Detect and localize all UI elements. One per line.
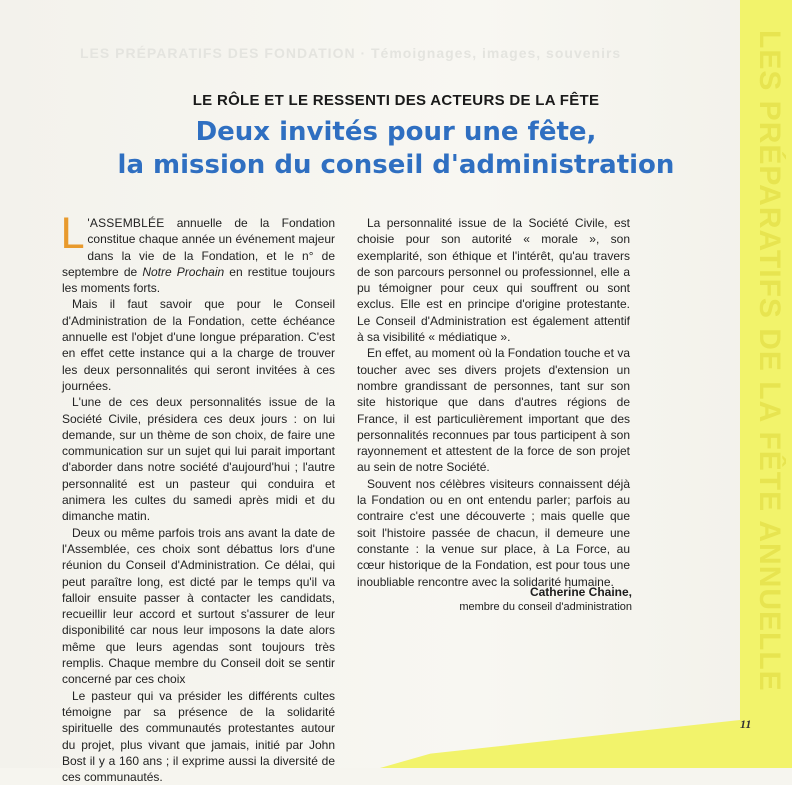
magazine-name: Notre Prochain xyxy=(142,264,225,279)
paragraph-6: La personnalité issue de la Société Civile, est choisie pour son autorité « morale », son exemplarité, son éthique et l'intérêt, qu'au travers de son parcours personnel ou professionnel, elle a pu témoigner pour ceux qui souffrent ou sont exclus. Elle est en principe d'origine protestante. Le Conseil d'Administration est également attentif à sa visibilité « médiatique ». xyxy=(357,216,630,345)
paragraph-4: Deux ou même parfois trois ans avant la date de l'Assemblée, ces choix sont débattus lors d'une réunion du Conseil d'Administration. Ce délai, qui peut paraître long, est dicté par le temps qu'il va falloir ensuite passer à contacter les candidats, recueillir leur accord et surtout s'assurer de leur disponibilité car nous leur imposons la date alors même que leurs agendas sont toujours très remplis. Chaque membre du Conseil doit se sentir concerné par ces choix xyxy=(62,525,335,687)
paragraph-2: Mais il faut savoir que pour le Conseil d'Administration de la Fondation, cette échéance annuelle est l'objet d'une longue préparation. C'est en effet cette instance qui a la charge de trouver les deux personnalités qui seront invitées à ces journées. xyxy=(62,297,335,393)
paragraph-8: Souvent nos célèbres visiteurs connaissent déjà la Fondation ou en ont entendu parler; parfois au contraire c'est une découverte ; mais quelle que soit l'histoire passée de chacun, il demeure une constante : la venue sur place, à La Force, au cœur historique de la Fondation, est pour tous une inoubliable rencontre avec la solidarité humaine. xyxy=(357,476,630,589)
paragraph-3: L'une de ces deux personnalités issue de la Société Civile, présidera ces deux jours : on lui demande, sur un thème de son choix, de faire une communication sur un sujet qui lui parait important d'aborder dans notre société d'aujourd'hui ; l'autre personnalité est un pasteur qui conduira et animera les cultes du samedi après midi et du dimanche matin. xyxy=(62,395,335,524)
drop-cap: L xyxy=(60,209,84,258)
title-line-2: la mission du conseil d'administration xyxy=(117,150,675,180)
signature-block xyxy=(357,585,632,613)
column-left xyxy=(60,209,335,785)
article-title xyxy=(0,116,792,182)
paragraph-1-end: en restitue toujours les moments forts. xyxy=(62,264,335,296)
show-through-text: LES PRÉPARATIFS DES FONDATION · Témoignages, images, souvenirs xyxy=(80,45,622,61)
paragraph-7: En effet, au moment où la Fondation touche et va toucher avec ses divers projets d'extension un nombre grandissant de personnes, tant sur son site historique que dans d'autres régions de France, il est particulièrement important que des personnalités reconnues par tous participent à son rayonnement et attestent de la force de son projet au sein de notre Société. xyxy=(357,346,630,475)
column-right xyxy=(357,215,630,590)
paragraph-1 xyxy=(60,209,335,296)
author-name: Catherine Chaine, xyxy=(529,585,632,599)
paragraph-5: Le pasteur qui va présider les différents cultes témoigne par sa présence de la solidarité spirituelle des communautés protestantes autour du projet, plus vivant que jamais, initié par John Bost il y a 160 ans ; il exprime aussi la diversité de ces communautés. xyxy=(62,688,335,785)
side-band-text: LES PRÉPARATIFS DE LA FÊTE ANNUELLE xyxy=(753,30,786,692)
article-kicker: LE RÔLE ET LE RESSENTI DES ACTEURS DE LA FÊTE xyxy=(192,92,600,109)
author-role: membre du conseil d'administration xyxy=(459,601,632,613)
title-line-1: Deux invités pour une fête, xyxy=(195,117,597,147)
first-word: 'ASSEMBLÉE xyxy=(87,216,165,230)
paragraph-1-text: annuelle de la Fondation constitue chaque année un événement majeur dans la vie de la Fondation, et le n° de septembre de xyxy=(62,216,335,279)
page-number: 11 xyxy=(740,717,752,731)
